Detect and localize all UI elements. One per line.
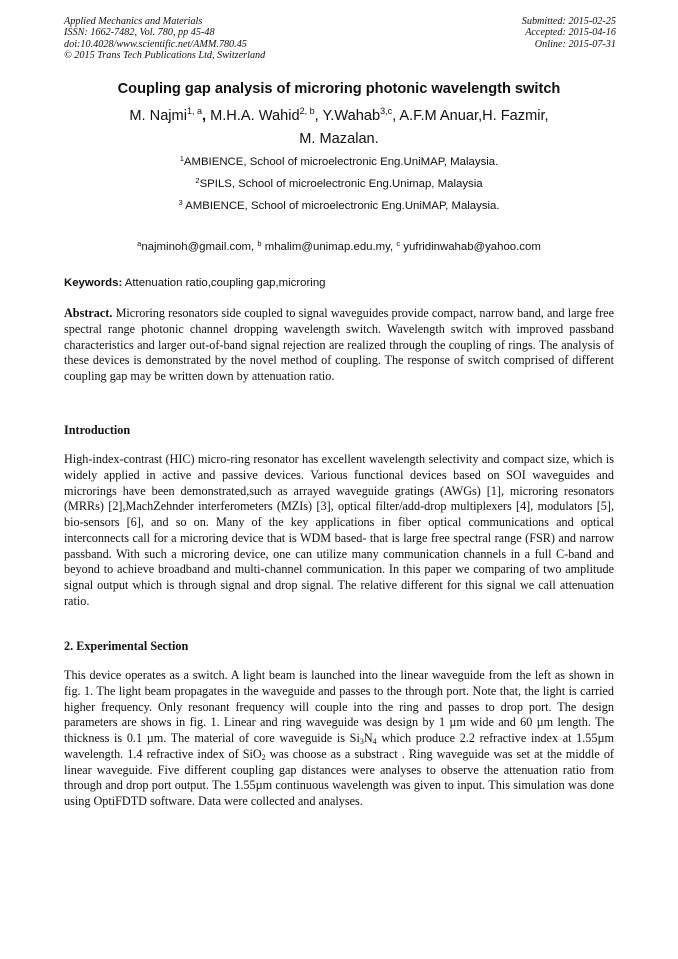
formula-subscript: 2: [261, 752, 266, 762]
journal-info: [64, 16, 265, 62]
section-heading-introduction: Introduction: [64, 423, 131, 437]
keywords: [64, 277, 326, 289]
submitted-date: Submitted: 2015-02-25: [521, 16, 616, 27]
introduction-paragraph: High-index-contrast (HIC) micro-ring resonator has excellent wavelength selectivity and compact size, which is widely applied in active and passive devices. Various functional devices based on SOI waveguides and microrings have been demonstrated,such as arrayed waveguide gratings (AWGs) [1], microring resonators (MRRs) [2],MachZehnder interferometers (MZIs) [3], optical filter/add-drop multiplexers [4], modulators [5], bio-sensors [6], and so on. Many of the key applications in fiber optical communications and optical interconnects call for a microring device that is WDM based- that is large free spectral range (FSR) and narrow passband. With such a microring device, one can utilize many communication channels in a full C-band and beyond to achieve broadband and multi-channel communication. In this paper we comparing of two amplitude signal output which is through signal and drop signal. The relative different for this signal we call attenuation ratio.: [64, 452, 614, 608]
formula-text: N: [363, 731, 373, 745]
author-superscript: 2, b: [299, 106, 315, 116]
author-superscript: 1, a: [186, 106, 202, 116]
author-name: M. Mazalan.: [299, 131, 379, 147]
publication-dates: [522, 16, 616, 50]
email-superscript: a: [137, 239, 142, 248]
affiliation-superscript: 2: [195, 176, 200, 185]
abstract-label: Abstract.: [64, 306, 113, 320]
author-names-rest: , A.F.M Anuar,H. Fazmir,: [392, 108, 549, 124]
affiliation-text: AMBIENCE, School of microelectronic Eng.UniMAP, Malaysia.: [183, 156, 499, 168]
online-date: Online: 2015-07-31: [534, 38, 616, 50]
issn: ISSN: 1662-7482, Vol. 780, pp 45-48: [64, 27, 215, 39]
author-emails: [0, 241, 678, 253]
email-superscript: b: [257, 239, 262, 248]
accepted-date: Accepted: 2015-04-16: [525, 27, 616, 39]
affiliation: [0, 178, 678, 190]
copyright: © 2015 Trans Tech Publications Ltd, Switzerland: [64, 50, 266, 62]
paragraph-text: This device operates as a switch. A light beam is launched into the linear waveguide from the left as shown in fig. 1. The light beam propagates in the waveguide and passes to the through port. Note that, the light is carried higher frequency. Only resonant frequency will couple into the ring and passes to drop port. The design parameters are shows in fig. 1. Linear and ring waveguide was design by 1 µm wide and 60 µm length. The thickness is 0.1 µm. The material of core waveguide is: [64, 668, 614, 745]
abstract: [64, 306, 614, 385]
formula-subscript: 3: [359, 737, 364, 746]
affiliation-text: SPILS, School of microelectronic Eng.Unimap, Malaysia: [199, 178, 483, 190]
affiliation-text: AMBIENCE, School of microelectronic Eng.UniMAP, Malaysia.: [182, 200, 500, 212]
email-superscript: c: [396, 239, 401, 248]
affiliation: [0, 156, 678, 168]
affiliation: [0, 200, 678, 212]
paragraph-text: which produce 2.2 refractive index at 1.55µm wavelength. 1.4 refractive index of: [64, 731, 614, 761]
author-name: Y.Wahab: [322, 108, 381, 124]
keywords-text: Attenuation ratio,coupling gap,microring: [122, 277, 326, 289]
journal-name: Applied Mechanics and Materials: [64, 16, 203, 27]
author-list: M. Najmi$^{1, a}$, M.H.A. Wahid$^{2, b}$, Y.Wahab$^{3,c}$, A.F.M Anuar,H. Fazmir, M. Mazalan.: [129, 106, 549, 147]
author-superscript: 3,c: [380, 106, 393, 116]
keywords-label: Keywords:: [64, 277, 123, 289]
affiliation-superscript: 1: [179, 154, 184, 163]
formula-text: Si: [349, 731, 360, 745]
email-link[interactable]: yufridinwahab@yahoo.com: [400, 241, 541, 253]
author-name: M.H.A. Wahid: [210, 108, 300, 124]
abstract-text: Microring resonators side coupled to signal waveguides provide compact, narrow band, and large free spectral range photonic channel dropping wavelength switch. Wavelength switch with improved passband characteristics and larger out-of-band signal rejection are realized through the coupling of rings. The analysis of these devices is demonstrated by the novel method of coupling. The response of switch comprised of different coupling gap may be written down by attenuation ratio.: [64, 306, 614, 383]
author-name: M. Najmi: [129, 108, 187, 124]
paper-title: Coupling gap analysis of microring photonic wavelength switch: [117, 81, 561, 97]
paragraph-text: was choose as a substract . Ring waveguide was set at the middle of linear waveguide. Five different coupling gap distances were analyses to observe the attenuation ratio from through and drop port output. The 1.55µm continuous wavelength was given to input. This simulation was done using OptiFDTD software. Data were collected and analyses.: [64, 746, 614, 808]
email-link[interactable]: najminoh@gmail.com,: [141, 241, 258, 253]
experimental-paragraph: [64, 668, 614, 810]
formula-subscript: 4: [372, 737, 377, 746]
doi: doi:10.4028/www.scientific.net/AMM.780.45: [64, 38, 247, 50]
affiliation-superscript: 3: [178, 198, 183, 207]
formula-text: SiO: [242, 746, 262, 761]
email-link[interactable]: mhalim@unimap.edu.my,: [261, 241, 397, 253]
section-heading-experimental: 2. Experimental Section: [64, 639, 189, 653]
